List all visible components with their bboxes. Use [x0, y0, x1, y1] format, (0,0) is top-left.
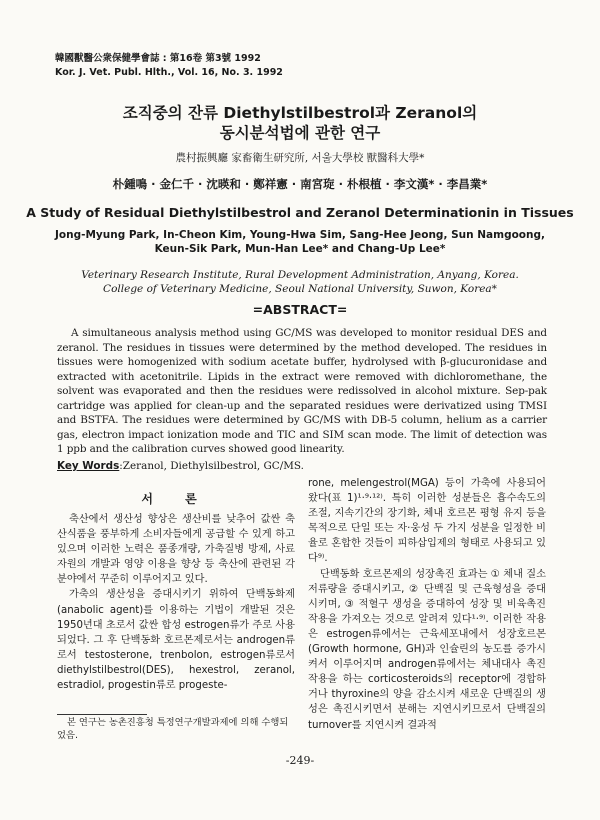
english-authors-line2: Keun-Sik Park, Mun-Han Lee* and Chang-Up Lee*: [154, 243, 446, 255]
abstract-heading: =ABSTRACT=: [252, 302, 348, 317]
right-paragraph: 단백동화 호르몬제의 성장촉진 효과는 ① 체내 질소 저류량을 증대시키고, ② 단백질 및 근육형성을 증대시키며, ③ 적혈구 생성을 증대하여 성장 및 비육촉진 작용을 가져오는 것으로 알려져 있다¹·⁹⁾. 이러한 작용은 estrogen류에서는 근육세포내에서 성장호르몬(Growth hormone, GH)과 인슐린의 농도를 증가시켜서 이루어지며 androgen류에서는 체내대사 촉진 작용을 하는 corticosteroids의 receptor에 경합하거나 thyroxine의 양을 감소시켜 새로운 단백질의 생성은 촉진시키면서 분해는 지연시키므로서 단백질의 turnover를 지연시켜 결과적: [308, 568, 546, 731]
english-affiliation: [0, 268, 600, 296]
left-column: [57, 512, 295, 693]
left-paragraph: 가축의 생산성을 증대시키기 위하여 단백동화제(anabolic agent)를 이용하는 기법이 개발된 것은 1950년대 초로서 값싼 합성 estrogen류가 주로 사용되었다. 그 후 단백동화 호르몬제로서는 androgen류로서 testosterone, trenbolon, estrogen류로서 diethylstilbestrol(DES), hexestrol, zeranol, estradiol, progestin류로 progeste-: [57, 589, 295, 692]
english-authors: [0, 228, 600, 256]
page-number: -249-: [285, 754, 315, 767]
korean-title-line2: 동시분석법에 관한 연구: [219, 124, 381, 142]
keywords-label: Key Words: [57, 460, 120, 472]
footnote-divider: [57, 714, 147, 715]
section-heading-introduction: 서 론: [141, 492, 211, 506]
english-affiliation-line2: College of Veterinary Medicine, Seoul National University, Suwon, Korea*: [103, 283, 497, 295]
abstract-body: A simultaneous analysis method using GC/MS was developed to monitor residual DES and zeranol. The residues in tissues were determined by the method developed. The residues in tissues were homogenized with sodium acetate buffer, hydrolysed with β-glucuronidase and extracted with acetonitrile. Lipids in the extract were removed with dichloromethane, the solvent was evaporated and then the residues were redissolved in alcohol mixture. Sep-pak cartridge was applied for clean-up and the separated residues were derivatized using TMSI and BSTFA. The residues were determined by GC/MS with DB-5 column, helium as a carrier gas, electron impact ionization mode and TIC and SIM scan mode. The limit of detection was 1 ppb and the calibration curves showed good linearity.: [57, 327, 547, 456]
english-authors-line1: Jong-Myung Park, In-Cheon Kim, Young-Hwa Sim, Sang-Hee Jeong, Sun Namgoong,: [54, 229, 545, 241]
right-paragraph: rone, melengestrol(MGA) 등이 가축에 사용되어 왔다(표 1)¹·⁹·¹²⁾. 특히 이러한 성분들은 흡수속도의 조절, 지속기간의 장기화, 체내 호르몬 평형 유지 등을 목적으로 단일 또는 자·웅성 두 가지 성분을 일정한 비율로 혼합한 것들이 피하삽입제의 형태로 사용되고 있다⁹⁾.: [308, 478, 546, 565]
right-column: [308, 476, 546, 733]
korean-authors: 朴鍾鳴 · 金仁千 · 沈暎和 · 鄭祥憲 · 南宮琁 · 朴根植 · 李文漢* · 李昌業*: [112, 177, 488, 191]
keywords: [57, 460, 304, 472]
korean-title-line1: 조직중의 잔류 Diethylstilbestrol과 Zeranol의: [122, 104, 478, 122]
footnote: 본 연구는 농촌진흥청 특정연구개발과제에 의해 수행되었음.: [57, 717, 289, 741]
journal-line-korean: 韓國獸醫公衆保健學會誌 : 第16卷 第3號 1992: [55, 53, 261, 64]
english-affiliation-line1: Veterinary Research Institute, Rural Development Administration, Anyang, Korea.: [81, 269, 519, 281]
journal-line-english: Kor. J. Vet. Publ. Hlth., Vol. 16, No. 3. 1992: [55, 67, 283, 78]
keywords-text: :Zeranol, Diethylsilbestrol, GC/MS.: [119, 460, 304, 472]
english-title: A Study of Residual Diethylstilbestrol and Zeranol Determinationin in Tissues: [26, 205, 574, 220]
left-paragraph: 축산에서 생산성 향상은 생산비를 낮추어 값싼 축산식품을 풍부하게 소비자들에게 공급할 수 있게 하고 있으며 이러한 노력은 품종개량, 가축질병 방제, 사료자원의 개발과 영양 이용을 향상 등 축산에 관련된 각 분야에서 꾸준히 이루어지고 있다.: [57, 514, 295, 586]
journal-header: [55, 52, 283, 80]
korean-affiliation: 農村振興廳 家畜衛生研究所, 서울大學校 獸醫科大學*: [175, 152, 425, 164]
korean-title: [0, 103, 600, 143]
